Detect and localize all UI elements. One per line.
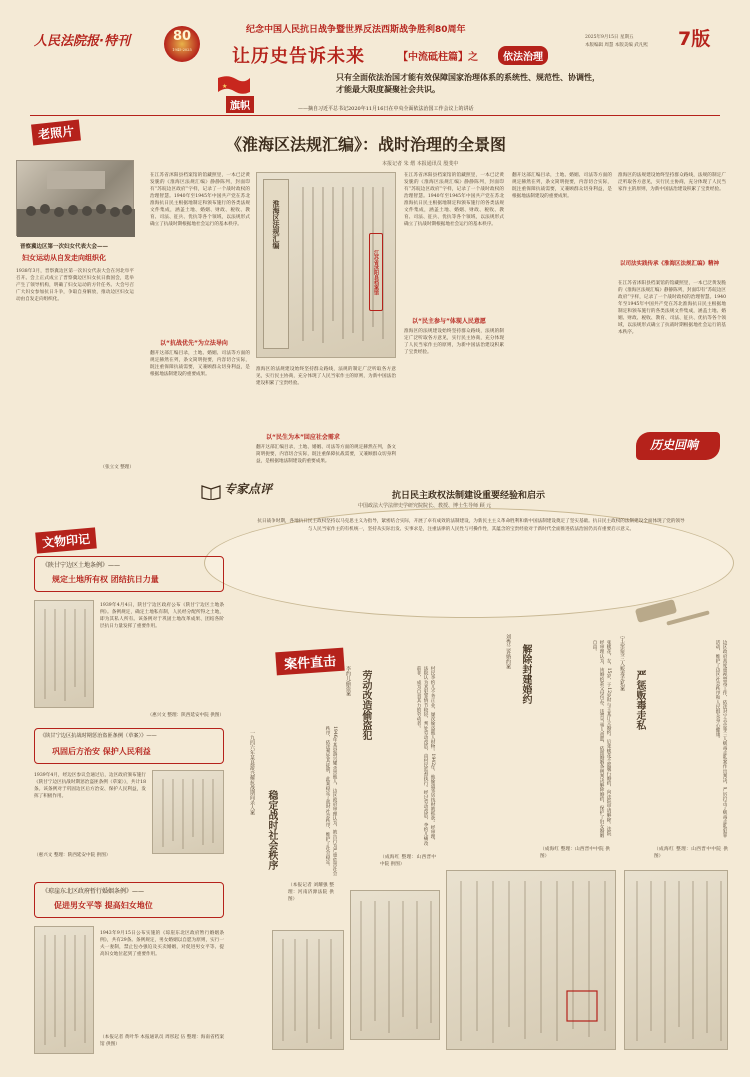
subhead-3: 以“民主参与”体现人民意愿 bbox=[412, 318, 486, 325]
case-4-author: （成海红 整理：山西晋中中院 供图） bbox=[654, 847, 728, 859]
case-2-sub: 一九四六年某县游兴耀抗战期间杀人案 bbox=[249, 730, 255, 815]
series-label: 【中流砥柱篇】之 bbox=[398, 52, 478, 63]
article-col3b: 淮海区的法规建设始终坚持群众路线，法规的制定广泛听取各方意见，实行民主协商，充分体现了人民当家作主的原则，为新中国法治建设积累了宝贵经验。 bbox=[404, 329, 504, 355]
column-right-heading: 以司法实践传承《淮海区法规汇编》精神 bbox=[620, 261, 720, 267]
article-col3: 在江苏省沭阳县档案馆的馆藏照里，一本已泛黄发脆的《淮海区法规汇编》静静陈列，封面印有“苏皖边区政府”字样，记录了一个战时政权的治理智慧。1940年至1945年中国共产党在苏北淮海抗日民主根据地制定和颁布施行的各类法规文件集成，涵盖土地、婚姻、财政、税收、教育、司法、征兵、优抗等各个领域，以法规形式确立了抗战时期根据地社会运行的基本秩序。 bbox=[404, 173, 504, 227]
relic-2-title: 巩固后方治安 保护人民利益 bbox=[52, 747, 151, 756]
subhead-1: 以“抗战优先”为立法导向 bbox=[160, 340, 228, 347]
photo1-text: 1938年3月，晋察冀边区第一次妇女代表大会在河北阜平召开。会上正式成立了晋察冀边区妇女抗日救国会，选举产生了领导机构，明确了妇女运动的方针任务。大会号召广大妇女参加抗日斗争，争取自身解放，推动边区妇女运动由自发走向组织化。 bbox=[16, 269, 134, 302]
main-title: 让历史告诉未来 bbox=[232, 46, 365, 67]
relic-2-image bbox=[152, 770, 224, 854]
anniversary-badge bbox=[164, 26, 200, 62]
badge-number: 80 bbox=[172, 29, 192, 44]
photo1-title: 妇女运动从自发走向组织化 bbox=[22, 254, 106, 262]
relic-3-image bbox=[34, 926, 94, 1054]
expert-label: 专家点评 bbox=[224, 482, 273, 496]
archive-seal: 江苏省沭阳县档案馆 bbox=[369, 233, 383, 311]
relic-1-author: （惠兴文 整理：陕西延安中院 供图） bbox=[147, 713, 224, 718]
relic-1-image bbox=[34, 600, 94, 708]
relic-1-title: 规定土地所有权 团结抗日力量 bbox=[52, 575, 159, 584]
case-3-headline: 解除封建婚约 bbox=[520, 644, 531, 704]
expert-title: 抗日民主政权法制建设重要经验和启示 bbox=[392, 491, 546, 501]
history-echo-badge bbox=[636, 426, 720, 466]
case-1-text: 村民李约儿不务正业，屡次偷盗他人财物。1942年，他偷盗邻居钱财被抓获。经审理，法院认为其犯罪情节较轻，判处劳动改造，由村民监督执行。经过劳动改造，李约儿痛改前非，成为自食其力的劳动者。 bbox=[416, 666, 435, 846]
relic-2-author: （惠兴文 整理：陕西延安中院 供图） bbox=[34, 853, 111, 858]
banner-quote: 只有全面依法治国才能有效保障国家治理体系的系统性、规范性、协调性，才能最大限度凝聚社会共识。 bbox=[336, 73, 600, 94]
relic-3-title: 促进男女平等 提高妇女地位 bbox=[54, 901, 153, 910]
compilation-image bbox=[256, 172, 396, 358]
expert-author: 中国政法大学法律史学研究院院长、教授、博士生导师 顾 元 bbox=[358, 503, 492, 509]
relic-3-author: （本报记者 黄叶华 本报通讯员 周彤起 伍 整理：海南省档案馆 供图） bbox=[100, 1035, 224, 1047]
case-4-sub: 宁志忠等三人贩毒走私案 bbox=[619, 636, 625, 691]
banner bbox=[0, 68, 750, 116]
subhead-2: 以“民生为本”回应社会需求 bbox=[266, 434, 340, 441]
flag-icon bbox=[216, 74, 252, 96]
case-1-author: （成海红 整理：山西晋中中院 供图） bbox=[380, 855, 436, 867]
article-col4: 翻开这部汇编目录，土地、婚姻、司法等方面的规定赫然在列，条文简明扼要，内容切合实际，既注重保障抗战需要，又兼顾群众切身利益，是根据地法制建设的重要成果。 bbox=[512, 173, 612, 199]
photo1-author: （张立文 整理） bbox=[100, 465, 134, 470]
relic-1-heading: 《陕甘宁边区土地条例》—— bbox=[42, 562, 121, 569]
date-line: 2025年9月15日 星期五 bbox=[585, 35, 634, 40]
article-col2b: 翻开这部汇编目录，土地、婚姻、司法等方面的规定赫然在列，条文简明扼要，内容切合实际，既注重保障抗战需要，又兼顾群众切身利益，是根据地法制建设的重要成果。 bbox=[256, 445, 396, 464]
case-4-image bbox=[624, 870, 728, 1050]
article-byline: 本报记者 朱 熠 本报通讯员 殷斐中 bbox=[382, 161, 459, 167]
case-label: 案件直击 bbox=[275, 648, 344, 676]
badge-years: 1945-2025 bbox=[172, 48, 192, 52]
case-2-text: 1946年某县游兴耀杀害他人，边区政府审理认为，被告行为严重危害社会秩序，依法判处其徒刑，此案稳定了战时社会秩序，维护了社会稳定。 bbox=[325, 726, 337, 876]
case-2-image bbox=[272, 930, 344, 1050]
page-number: 7版 bbox=[678, 28, 711, 50]
supertitle: 纪念中国人民抗日战争暨世界反法西斯战争胜利80周年 bbox=[246, 25, 466, 35]
relic-2-heading: 《陕甘宁边区抗战时期惩治盗匪条例（草案）》—— bbox=[40, 733, 157, 739]
case-3-image bbox=[446, 870, 616, 1050]
photo1-caption: 晋察冀边区第一次妇女代表大会—— bbox=[20, 244, 109, 250]
series-tag: 依法治理 bbox=[498, 46, 548, 65]
masthead bbox=[0, 0, 750, 67]
relic-1-text: 1939年4月4日，陕甘宁边区政府公布《陕甘宁边区土地条例》。条例规定，确定土地私有制，人民经分配所得之土地，即为其私人所有。该条例对于巩固土地改革成果、团结各阶层抗日力量发挥了重要作用。 bbox=[100, 603, 224, 629]
old-photo-label: 老照片 bbox=[31, 120, 81, 146]
case-section bbox=[240, 630, 736, 1070]
case-1-image bbox=[350, 890, 440, 1040]
case-3-text: 张桃花，女，15岁，于12岁时与王某订立婚约。后张桃花不愿履行婚约，向法院申请解除。法院经审理认为，该婚约系父母包办，违背当事人意愿，依照婚姻条例判决解除婚约，保护了妇女婚姻自由。 bbox=[592, 640, 611, 838]
compilation-cover-title: 淮海区法规汇编 bbox=[272, 200, 280, 249]
case-4-headline: 严惩贩毒走私 bbox=[634, 670, 645, 730]
case-1-sub: 李约儿偷盗案 bbox=[345, 666, 351, 696]
article-col2: 淮海区的法规建设始终坚持群众路线，法规的制定广泛听取各方意见，实行民主协商，充分体现了人民当家作主的原则，为新中国法治建设积累了宝贵经验。 bbox=[256, 367, 396, 386]
case-3-sub: 刘秀兰诉婚约案 bbox=[505, 634, 511, 669]
expert-text: 抗日战争时期，各地抗日民主政权坚持以马克思主义为指导，紧密结合实际，开展了卓有成效的法制建设，为新民主主义革命胜利和新中国法制建设奠定了坚实基础。抗日民主政权的法制建设全面体现了党的领导与人民当家作主的有机统一，坚持从实际出发、实事求是，注重法律的人民性与可操作性，其蕴含的宝贵经验对于新时代全面推进依法治国仍具有重要启示意义。 bbox=[257, 519, 685, 532]
banner-source: ——摘自习近平总书记2020年11月16日在中央全面依法治国工作会议上的讲话 bbox=[298, 106, 474, 112]
article-col1: 在江苏省沭阳县档案馆的馆藏照里，一本已泛黄发脆的《淮海区法规汇编》静静陈列，封面印有“苏皖边区政府”字样，记录了一个战时政权的治理智慧。1940年至1945年中国共产党在苏北淮海抗日民主根据地制定和颁布施行的各类法规文件集成，涵盖土地、婚姻、财政、税收、教育、司法、征兵、优抗等各个领域，以法规形式确立了抗战时期根据地社会运行的基本秩序。 bbox=[150, 173, 250, 227]
case-2-author: （本报记者 刘耀强 整理：河南济源法院 供图） bbox=[288, 883, 334, 902]
case-4-text: 边区政府高度重视禁毒工作，依法对宁志忠等三人贩毒走私案作出判决，严厉打击了贩毒走私犯罪活动，维护了边区社会秩序和人民群众身心健康。 bbox=[715, 640, 727, 838]
relic-2-text: 1939年4月，经边区参议会通过后，边区政府颁布施行《陕甘宁边区抗战时期惩治盗匪条例（草案）》，共计18条。该条例对于巩固边区后方治安、保护人民利益，发挥了积极作用。 bbox=[34, 773, 146, 799]
case-2-headline: 稳定战时社会秩序 bbox=[266, 790, 277, 870]
svg-text:★: ★ bbox=[222, 83, 228, 90]
banner-label: 旗帜 bbox=[226, 96, 254, 113]
banner-divider bbox=[30, 115, 720, 116]
old-photo-section bbox=[14, 120, 136, 480]
article-col5b: 在江苏省沭阳县档案馆的馆藏照里，一本已泛黄发脆的《淮海区法规汇编》静静陈列，封面印有“苏皖边区政府”字样，记录了一个战时政权的治理智慧。1940年至1945年中国共产党在苏北淮海抗日民主根据地制定和颁布施行的各类法规文件集成，涵盖土地、婚姻、财政、税收、教育、司法、征兵、优抗等各个领域，以法规形式确立了抗战时期根据地社会运行的基本秩序。 bbox=[618, 281, 726, 335]
gavel-icon bbox=[626, 596, 716, 636]
article-title: 《淮海区法规汇编》：战时治理的全景图 bbox=[226, 135, 507, 154]
case-3-author: （成海红 整理：山西晋中中院 供图） bbox=[540, 847, 610, 859]
history-echo-label: 历史回响 bbox=[650, 438, 699, 452]
women-congress-photo bbox=[16, 160, 134, 236]
relics-label: 文物印记 bbox=[35, 527, 97, 553]
case-1-headline: 劳动改造偷盗犯 bbox=[360, 670, 371, 740]
compilation-cover bbox=[263, 179, 289, 349]
article-col1b: 翻开这部汇编目录，土地、婚姻、司法等方面的规定赫然在列，条文简明扼要，内容切合实际，既注重保障抗战需要，又兼顾群众切身利益，是根据地法制建设的重要成果。 bbox=[150, 351, 250, 377]
book-icon bbox=[200, 482, 222, 500]
editors-line: 本版编辑 周慧 本版美编 武凡熙 bbox=[585, 43, 648, 48]
relics-section bbox=[14, 526, 234, 1066]
article-col5: 淮海区的法规建设始终坚持群众路线，法规的制定广泛听取各方意见，实行民主协商，充分体现了人民当家作主的原则，为新中国法治建设积累了宝贵经验。 bbox=[618, 173, 726, 192]
relic-3-heading: 《琼崖东北区政府暂行婚姻条例》—— bbox=[42, 888, 145, 895]
relic-3-text: 1943年9月15日公布实施的《琼崖东北区政府暂行婚姻条例》，共有29条。条例规定，男女婚姻以自愿为原则，实行一夫一妻制，禁止包办强迫及买卖婚姻，对促进男女平等、提高妇女地位起到了重要作用。 bbox=[100, 931, 224, 957]
masthead-logo: 人民法院报·特刊 bbox=[34, 34, 130, 49]
